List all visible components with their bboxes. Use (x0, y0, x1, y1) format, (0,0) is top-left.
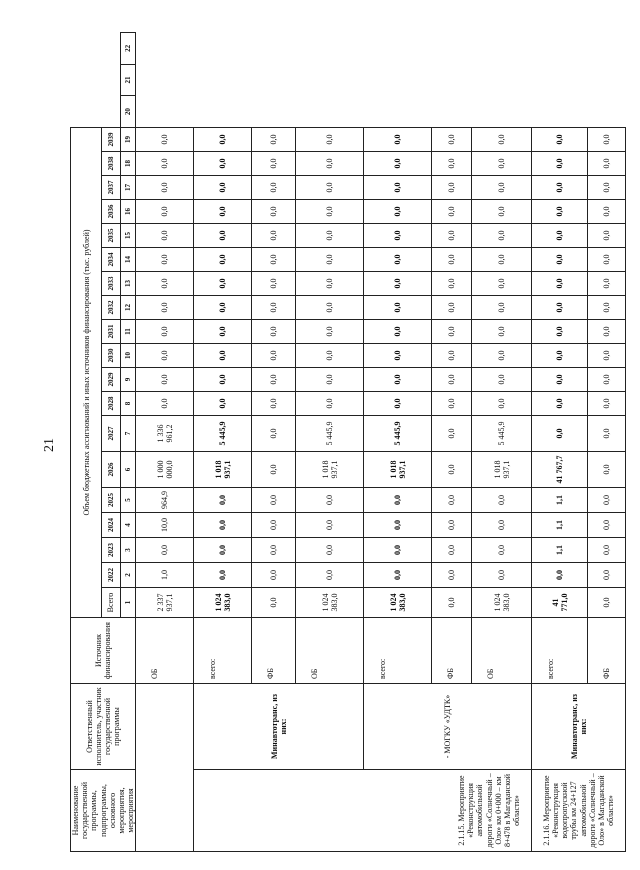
value-cell: 0,0 (136, 176, 194, 200)
value-cell: 0,0 (364, 513, 432, 538)
value-cell: 1,1 (532, 488, 588, 513)
measure-name-2-1-15: 2.1.15. Мероприятие «Реконструкция автомобильной дороги «Солнечный – Оло» км 0+000 – км 8+478 в Магаданской области» (194, 770, 532, 852)
value-cell: 0,0 (296, 248, 364, 272)
value-cell: 0,0 (432, 272, 472, 296)
value-cell: 0,0 (252, 392, 296, 416)
responsible-minavtotrans-2: Минавтотранс, из них: (532, 684, 626, 770)
value-cell: 0,0 (364, 368, 432, 392)
value-cell: 0,0 (296, 368, 364, 392)
value-cell: 0,0 (194, 272, 252, 296)
column-number: 19 (120, 127, 136, 151)
value-cell: 0,0 (136, 344, 194, 368)
value-cell: 0,0 (136, 392, 194, 416)
source-cell: всего: (364, 618, 432, 684)
value-cell: 0,0 (472, 538, 532, 563)
value-cell: 0,0 (532, 344, 588, 368)
value-cell: 0,0 (136, 296, 194, 320)
value-cell: 0,0 (432, 452, 472, 488)
value-cell: 0,0 (432, 152, 472, 176)
header-year: 2037 (102, 176, 120, 200)
source-cell: ФБ (588, 618, 626, 684)
value-cell: 0,0 (532, 392, 588, 416)
value-cell: 0,0 (472, 152, 532, 176)
value-cell: 0,0 (194, 152, 252, 176)
value-cell: 0,0 (252, 344, 296, 368)
value-cell: 0,0 (364, 152, 432, 176)
value-cell: 964,9 (136, 488, 194, 513)
value-cell: 0,0 (588, 248, 626, 272)
value-cell: 0,0 (252, 416, 296, 452)
value-cell: 0,0 (532, 248, 588, 272)
value-cell: 0,0 (472, 176, 532, 200)
value-cell: 0,0 (194, 176, 252, 200)
column-number: 6 (120, 452, 136, 488)
value-cell: 0,0 (252, 248, 296, 272)
value-cell: 0,0 (432, 488, 472, 513)
column-number: 9 (120, 368, 136, 392)
column-number: 7 (120, 416, 136, 452)
value-cell: 0,0 (364, 344, 432, 368)
value-cell: 0,0 (532, 272, 588, 296)
value-cell: 0,0 (432, 538, 472, 563)
value-cell: 5 445,9 (296, 416, 364, 452)
value-cell: 0,0 (136, 320, 194, 344)
value-cell: 0,0 (296, 200, 364, 224)
value-cell: 0,0 (432, 368, 472, 392)
value-cell: 0,0 (252, 200, 296, 224)
value-cell: 0,0 (432, 127, 472, 151)
header-year: 2027 (102, 416, 120, 452)
value-cell: 1 018 937,1 (472, 452, 532, 488)
value-cell: 0,0 (588, 296, 626, 320)
value-cell: 0,0 (432, 320, 472, 344)
value-cell: 0,0 (296, 488, 364, 513)
value-cell: 0,0 (472, 127, 532, 151)
column-number: 12 (120, 296, 136, 320)
value-cell: 0,0 (532, 296, 588, 320)
value-cell: 0,0 (472, 272, 532, 296)
responsible-minavtotrans: Минавтотранс, из них: (194, 684, 364, 770)
value-cell: 0,0 (364, 248, 432, 272)
value-cell: 0,0 (472, 563, 532, 588)
source-cell: ОБ (136, 618, 194, 684)
value-cell: 0,0 (252, 176, 296, 200)
source-cell: всего: (194, 618, 252, 684)
value-cell: 0,0 (364, 127, 432, 151)
value-cell: 0,0 (194, 513, 252, 538)
value-cell: 1 018 937,1 (296, 452, 364, 488)
value-cell: 1 018 937,1 (364, 452, 432, 488)
value-cell: 0,0 (136, 224, 194, 248)
table-row (532, 33, 588, 852)
value-cell: 0,0 (194, 344, 252, 368)
value-cell: 0,0 (472, 513, 532, 538)
table-body (71, 33, 626, 852)
header-responsible-column: Ответственный исполнитель, участник государственной программы (71, 684, 136, 770)
value-cell: 0,0 (472, 200, 532, 224)
header-year: 2029 (102, 368, 120, 392)
value-cell: 1,1 (532, 513, 588, 538)
value-cell: 0,0 (364, 538, 432, 563)
value-cell: 0,0 (532, 368, 588, 392)
value-cell: 0,0 (296, 563, 364, 588)
source-cell: ОБ (296, 618, 364, 684)
column-number: 15 (120, 224, 136, 248)
value-cell: 0,0 (296, 152, 364, 176)
total-cell: 1 024 383,0 (364, 588, 432, 618)
page-number: 21 (42, 438, 57, 452)
value-cell: 0,0 (364, 272, 432, 296)
value-cell: 0,0 (472, 320, 532, 344)
rotated-table-wrapper (70, 32, 616, 852)
column-number: 5 (120, 488, 136, 513)
value-cell: 0,0 (296, 392, 364, 416)
measure-name-2-1-16: 2.1.16. Мероприятие «Реконструкция водопропускной трубы км 24+127 автомобильной дороги «Солнечный – Оло» в Магаданской области» (532, 770, 626, 852)
total-cell: 2 337 937,1 (136, 588, 194, 618)
value-cell: 0,0 (252, 296, 296, 320)
header-year: 2036 (102, 200, 120, 224)
value-cell: 0,0 (194, 368, 252, 392)
column-number: 10 (120, 344, 136, 368)
value-cell: 0,0 (532, 416, 588, 452)
value-cell: 5 445,9 (472, 416, 532, 452)
column-number: 2 (120, 563, 136, 588)
value-cell: 0,0 (472, 248, 532, 272)
value-cell: 0,0 (532, 152, 588, 176)
source-cell: ОБ (472, 618, 532, 684)
value-cell: 0,0 (194, 127, 252, 151)
value-cell: 1 000 000,0 (136, 452, 194, 488)
value-cell: 0,0 (252, 538, 296, 563)
value-cell: 0,0 (532, 127, 588, 151)
value-cell: 0,0 (194, 296, 252, 320)
value-cell: 0,0 (588, 563, 626, 588)
total-cell: 1 024 383,0 (296, 588, 364, 618)
value-cell: 0,0 (588, 272, 626, 296)
value-cell: 0,0 (432, 513, 472, 538)
column-number: 11 (120, 320, 136, 344)
total-cell: 1 024 383,0 (194, 588, 252, 618)
value-cell: 0,0 (252, 368, 296, 392)
value-cell: 0,0 (588, 392, 626, 416)
value-cell: 0,0 (194, 320, 252, 344)
value-cell: 0,0 (252, 563, 296, 588)
value-cell: 0,0 (432, 344, 472, 368)
source-cell: ФБ (252, 618, 296, 684)
value-cell: 0,0 (588, 176, 626, 200)
value-cell: 0,0 (432, 224, 472, 248)
value-cell: 0,0 (194, 563, 252, 588)
empty-cell (136, 684, 194, 852)
column-number: 1 (120, 588, 136, 618)
table-row (136, 33, 194, 852)
value-cell: 0,0 (588, 320, 626, 344)
value-cell: 0,0 (588, 416, 626, 452)
value-cell: 0,0 (588, 368, 626, 392)
value-cell: 0,0 (472, 296, 532, 320)
responsible-mogku: - МОГКУ «УДТК» (364, 684, 532, 770)
header-year: 2026 (102, 452, 120, 488)
column-number: 4 (120, 513, 136, 538)
column-number: 16 (120, 200, 136, 224)
header-year: 2032 (102, 296, 120, 320)
value-cell: 0,0 (472, 224, 532, 248)
value-cell: 5 445,9 (364, 416, 432, 452)
value-cell: 0,0 (532, 176, 588, 200)
value-cell: 0,0 (252, 488, 296, 513)
value-cell: 1 018 937,1 (194, 452, 252, 488)
total-cell: 0,0 (252, 588, 296, 618)
value-cell: 0,0 (296, 538, 364, 563)
column-number: 3 (120, 538, 136, 563)
value-cell: 0,0 (252, 452, 296, 488)
source-cell: всего: (532, 618, 588, 684)
source-cell: ФБ (432, 618, 472, 684)
column-number: 22 (120, 33, 136, 65)
value-cell: 0,0 (136, 538, 194, 563)
value-cell: 1,0 (136, 563, 194, 588)
value-cell: 0,0 (194, 200, 252, 224)
value-cell: 1,1 (532, 538, 588, 563)
value-cell: 0,0 (432, 392, 472, 416)
value-cell: 0,0 (532, 224, 588, 248)
value-cell: 0,0 (252, 513, 296, 538)
header-volume: Объем бюджетных ассигнований и иных источников финансирования (тыс. рублей) (71, 127, 102, 617)
value-cell: 0,0 (472, 392, 532, 416)
header-year: 2038 (102, 152, 120, 176)
value-cell: 0,0 (364, 200, 432, 224)
header-year: 2031 (102, 320, 120, 344)
total-cell: 1 024 383,0 (472, 588, 532, 618)
column-number: 17 (120, 176, 136, 200)
value-cell: 0,0 (252, 320, 296, 344)
value-cell: 0,0 (136, 152, 194, 176)
header-year: 2022 (102, 563, 120, 588)
value-cell: 0,0 (364, 563, 432, 588)
column-number: 14 (120, 248, 136, 272)
value-cell: 0,0 (588, 513, 626, 538)
value-cell: 5 445,9 (194, 416, 252, 452)
value-cell: 1 336 961,2 (136, 416, 194, 452)
value-cell: 0,0 (364, 488, 432, 513)
value-cell: 0,0 (296, 224, 364, 248)
value-cell: 0,0 (364, 224, 432, 248)
value-cell: 0,0 (532, 563, 588, 588)
value-cell: 0,0 (588, 200, 626, 224)
header-year: 2039 (102, 127, 120, 151)
value-cell: 0,0 (136, 248, 194, 272)
value-cell: 0,0 (432, 416, 472, 452)
value-cell: 0,0 (136, 272, 194, 296)
value-cell: 0,0 (432, 296, 472, 320)
value-cell: 0,0 (472, 368, 532, 392)
value-cell: 0,0 (432, 200, 472, 224)
value-cell: 0,0 (364, 176, 432, 200)
value-cell: 0,0 (296, 296, 364, 320)
value-cell: 0,0 (364, 296, 432, 320)
header-year: 2024 (102, 513, 120, 538)
value-cell: 0,0 (588, 452, 626, 488)
header-year: 2034 (102, 248, 120, 272)
value-cell: 0,0 (252, 272, 296, 296)
value-cell: 0,0 (432, 563, 472, 588)
value-cell: 0,0 (364, 320, 432, 344)
value-cell: 41 767,7 (532, 452, 588, 488)
column-number: 21 (120, 64, 136, 96)
value-cell: 0,0 (472, 488, 532, 513)
value-cell: 0,0 (432, 176, 472, 200)
value-cell: 0,0 (588, 152, 626, 176)
header-year: 2028 (102, 392, 120, 416)
header-total: Всего (102, 588, 120, 618)
value-cell: 10,0 (136, 513, 194, 538)
value-cell: 0,0 (532, 200, 588, 224)
value-cell: 0,0 (364, 392, 432, 416)
value-cell: 0,0 (296, 272, 364, 296)
value-cell: 0,0 (136, 127, 194, 151)
value-cell: 0,0 (588, 344, 626, 368)
column-number: 20 (120, 96, 136, 128)
value-cell: 0,0 (252, 127, 296, 151)
value-cell: 0,0 (532, 320, 588, 344)
value-cell: 0,0 (194, 248, 252, 272)
value-cell: 0,0 (136, 200, 194, 224)
header-year: 2023 (102, 538, 120, 563)
total-cell: 0,0 (588, 588, 626, 618)
total-cell: 0,0 (432, 588, 472, 618)
value-cell: 0,0 (252, 224, 296, 248)
value-cell: 0,0 (588, 488, 626, 513)
value-cell: 0,0 (296, 513, 364, 538)
table-row (364, 33, 432, 852)
header-year: 2035 (102, 224, 120, 248)
value-cell: 0,0 (472, 344, 532, 368)
value-cell: 0,0 (194, 392, 252, 416)
total-cell: 41 771,0 (532, 588, 588, 618)
value-cell: 0,0 (194, 488, 252, 513)
value-cell: 0,0 (432, 248, 472, 272)
value-cell: 0,0 (296, 127, 364, 151)
financing-table (70, 32, 626, 852)
column-number: 8 (120, 392, 136, 416)
value-cell: 0,0 (194, 224, 252, 248)
value-cell: 0,0 (588, 538, 626, 563)
column-number: 18 (120, 152, 136, 176)
value-cell: 0,0 (252, 152, 296, 176)
header-year: 2025 (102, 488, 120, 513)
header-name-column: Наименование государственной программы, подпрограммы, основного мероприятия, мероприятия (71, 770, 136, 852)
value-cell: 0,0 (588, 127, 626, 151)
header-year: 2033 (102, 272, 120, 296)
header-source-column: Источник финансирования (71, 618, 136, 684)
value-cell: 0,0 (588, 224, 626, 248)
value-cell: 0,0 (194, 538, 252, 563)
table-row (194, 33, 252, 852)
value-cell: 0,0 (296, 320, 364, 344)
column-number: 13 (120, 272, 136, 296)
value-cell: 0,0 (136, 368, 194, 392)
value-cell: 0,0 (296, 344, 364, 368)
value-cell: 0,0 (296, 176, 364, 200)
header-year: 2030 (102, 344, 120, 368)
